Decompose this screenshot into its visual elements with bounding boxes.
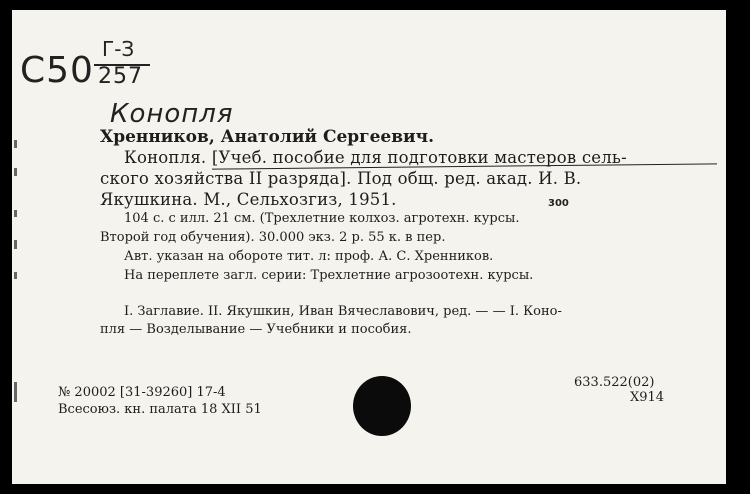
card-number: № 20002 [31-39260] 17-4 [58,385,226,400]
punch-hole [353,376,411,436]
handwritten-pages: 300 [548,198,569,209]
edge-mark [14,240,17,249]
call-number-bottom: 257 [98,64,143,89]
description-line-2: Второй год обучения). 30.000 экз. 2 р. 55 к. в пер. [100,230,446,245]
classification-number: 633.522(02) [574,375,655,390]
author-heading: Хренников, Анатолий Сергеевич. [100,127,435,147]
tracing-line-2: пля — Возделывание — Учебники и пособия. [100,322,412,337]
title-line-2: ского хозяйства II разряда]. Под общ. ред. акад. И. В. [100,169,582,188]
book-chamber: Всесоюз. кн. палата 18 XII 51 [58,402,262,417]
edge-mark [14,210,17,217]
title-line-3: Якушкина. М., Сельхозгиз, 1951. [100,190,397,209]
edge-mark [14,382,17,402]
edge-mark [14,140,17,148]
title-line-1: Конопля. [Учеб. пособие для подготовки мастеров сель- [124,148,627,167]
call-number-top: Г-З [102,37,135,61]
edge-mark [14,168,17,176]
note-line-2: На переплете загл. серии: Трехлетние агрозоотехн. курсы. [124,268,534,283]
edge-mark [14,272,17,279]
handwritten-title: Конопля [110,99,234,129]
catalog-card [12,10,726,484]
description-line-1: 104 с. с илл. 21 см. (Трехлетние колхоз. агротехн. курсы. [124,211,520,226]
shelf-mark: Х914 [630,390,665,405]
call-number-prefix: С50 [20,50,94,91]
tracing-line-1: I. Заглавие. II. Якушкин, Иван Вячеславович, ред. — — I. Коно- [124,304,562,319]
note-line-1: Авт. указан на обороте тит. л: проф. А. С. Хренников. [124,249,494,264]
